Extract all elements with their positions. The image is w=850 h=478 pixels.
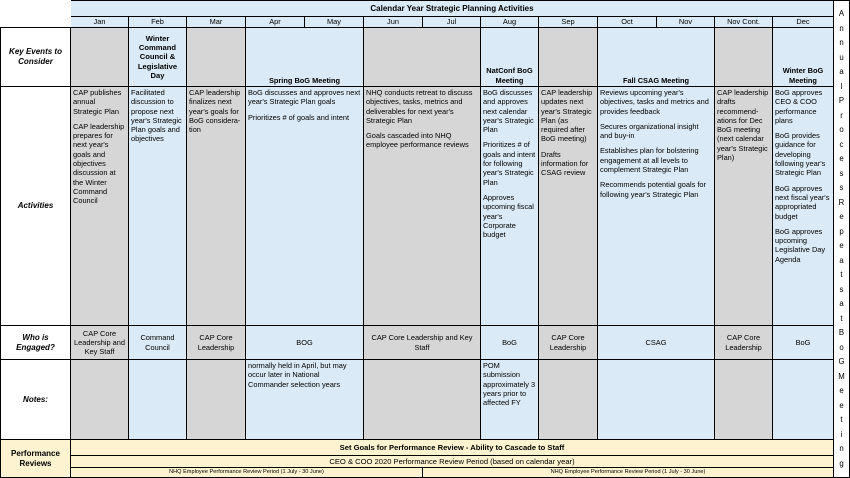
key-event-apr-may: Spring BoG Meeting	[245, 27, 364, 87]
month-jan: Jan	[70, 16, 129, 28]
activity-text: Establishes plan for bolstering engagement at all levels to complement Strategic Plan	[600, 146, 699, 175]
month-may: May	[304, 16, 364, 28]
row-label-notes: Notes:	[0, 359, 71, 440]
activities-aug	[480, 86, 539, 326]
key-event-oct-nov: Fall CSAG Meeting	[597, 27, 715, 87]
engaged-feb: Command Council	[128, 325, 187, 360]
activity-text: Drafts information for CSAG review	[541, 149, 589, 178]
activity-text: Prioritizes # of goals and intent for following year's Strategic Plan	[483, 140, 536, 187]
month-dec: Dec	[772, 16, 834, 28]
notes-jun-jul	[363, 359, 481, 440]
activity-text: BoG provides guidance for developing following year's Strategic Plan	[775, 131, 826, 178]
activity-text: BoG discusses and approves next year's Strategic Plan goals	[248, 88, 361, 107]
activity-text: BoG approves CEO & COO performance plans	[775, 88, 823, 125]
performance-nhq-left: NHQ Employee Performance Review Period (1 July - 30 June)	[70, 467, 423, 478]
activity-text: CAP leadership prepares for next year's goals and objectives discussion at the Winter Command Council	[73, 121, 125, 206]
activities-nov-cont	[714, 86, 773, 326]
annual-process-side-label: A n n u a l P r o c e s s R e p e a t s a t B o G M e e t i n g	[834, 0, 850, 478]
activities-mar	[186, 86, 246, 326]
key-event-jun-jul	[363, 27, 481, 87]
activities-oct-nov	[597, 86, 715, 326]
activity-text: CAP publishes annual Strategic Plan	[73, 88, 122, 116]
activity-text: Prioritizes # of goals and intent	[248, 112, 350, 122]
activity-text: BoG approves next fiscal year's appropriated budget	[775, 183, 830, 221]
month-sep: Sep	[538, 16, 598, 28]
activity-text: NHQ conducts retreat to discuss objectives, tasks, metrics and deliverables for next year's Strategic Plan	[366, 88, 473, 125]
corner-blank	[0, 0, 71, 28]
activity-text: Approves upcoming fiscal year's Corporate budget	[483, 192, 534, 240]
activity-text: BoG discusses and approves next calendar year's Strategic Plan	[483, 88, 534, 135]
row-label-activities: Activities	[0, 86, 71, 326]
notes-aug: POM submission approximately 3 years prior to affected FY	[480, 359, 539, 440]
key-event-jan	[70, 27, 129, 87]
engaged-mar: CAP Core Leadership	[186, 325, 246, 360]
row-label-key-events: Key Events to Consider	[0, 27, 71, 87]
notes-sep	[538, 359, 598, 440]
engaged-nov-cont: CAP Core Leadership	[714, 325, 773, 360]
activity-text: Facilitated discussion to propose next year's Strategic Plan goals and objectives	[131, 88, 182, 144]
key-event-nov-cont	[714, 27, 773, 87]
month-oct: Oct	[597, 16, 657, 28]
activity-text: CAP leadership drafts recommend-ations for Dec BoG meeting (next calendar year's Strategic Plan)	[717, 88, 769, 163]
activity-text: Recommends potential goals for following year's Strategic Plan	[600, 180, 706, 199]
engaged-dec: BoG	[772, 325, 834, 360]
activity-text: Goals cascaded into NHQ employee performance reviews	[366, 131, 469, 150]
key-event-dec: Winter BoG Meeting	[772, 27, 834, 87]
activity-text: CAP leadership updates next year's Strategic Plan (as required after BoG meeting)	[541, 88, 593, 144]
activity-text: CAP leadership finalizes next year's goals for BoG considera-tion	[189, 88, 241, 135]
notes-nov-cont	[714, 359, 773, 440]
engaged-jun-jul: CAP Core Leadership and Key Staff	[363, 325, 481, 360]
performance-nhq-right: NHQ Employee Performance Review Period (1 July - 30 June)	[422, 467, 834, 478]
engaged-aug: BoG	[480, 325, 539, 360]
performance-ceo-coo: CEO & COO 2020 Performance Review Period (based on calendar year)	[70, 455, 834, 468]
month-jul: Jul	[422, 16, 481, 28]
row-label-performance: Performance Reviews	[0, 439, 71, 478]
month-jun: Jun	[363, 16, 423, 28]
key-event-aug: NatConf BoG Meeting	[480, 27, 539, 87]
activities-jun-jul	[363, 86, 481, 326]
key-event-sep	[538, 27, 598, 87]
activities-feb	[128, 86, 187, 326]
month-nov-cont: Nov Cont.	[714, 16, 773, 28]
month-aug: Aug	[480, 16, 539, 28]
key-event-feb: Winter Command Council & Legislative Day	[128, 27, 187, 87]
month-mar: Mar	[186, 16, 246, 28]
performance-set-goals: Set Goals for Performance Review - Ability to Cascade to Staff	[70, 439, 834, 456]
activity-text: Reviews upcoming year's objectives, tasks and metrics and provides feedback	[600, 88, 709, 116]
row-label-engaged: Who is Engaged?	[0, 325, 71, 360]
notes-oct-nov	[597, 359, 715, 440]
engaged-oct-nov: CSAG	[597, 325, 715, 360]
notes-jan	[70, 359, 129, 440]
activities-sep	[538, 86, 598, 326]
month-nov: Nov	[656, 16, 715, 28]
month-feb: Feb	[128, 16, 187, 28]
notes-mar	[186, 359, 246, 440]
calendar-title: Calendar Year Strategic Planning Activities	[70, 0, 834, 17]
activities-dec	[772, 86, 834, 326]
month-apr: Apr	[245, 16, 305, 28]
engaged-jan: CAP Core Leadership and Key Staff	[70, 325, 129, 360]
notes-feb	[128, 359, 187, 440]
activities-jan	[70, 86, 129, 326]
notes-apr-may: normally held in April, but may occur later in National Commander selection years	[245, 359, 364, 440]
notes-dec	[772, 359, 834, 440]
activity-text: BoG approves upcoming Legislative Day Agenda	[775, 226, 826, 264]
activity-text: Secures organizational insight and buy-in	[600, 121, 699, 141]
engaged-apr-may: BOG	[245, 325, 364, 360]
engaged-sep: CAP Core Leadership	[538, 325, 598, 360]
activities-apr-may	[245, 86, 364, 326]
key-event-mar	[186, 27, 246, 87]
